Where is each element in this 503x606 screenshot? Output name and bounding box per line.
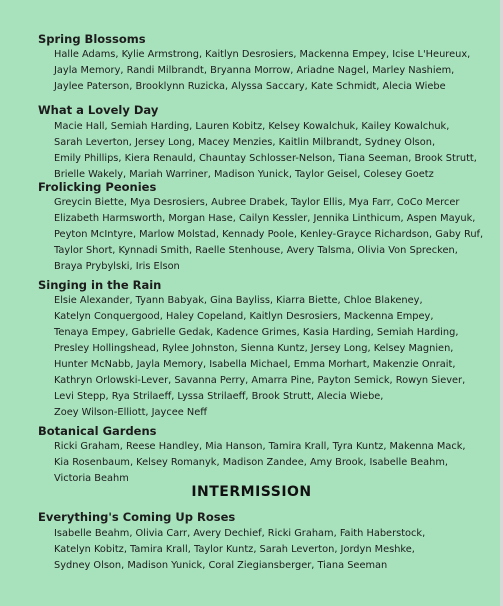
cast-line: Jaylee Paterson, Brooklynn Ruzicka, Alyssa Saccary, Kate Schmidt, Alecia Wiebe — [54, 81, 446, 92]
cast-line: Sydney Olson, Madison Yunick, Coral Ziegiansberger, Tiana Seeman — [54, 560, 388, 571]
cast-line: Zoey Wilson-Elliott, Jaycee Neff — [54, 407, 208, 418]
cast-line: Greycin Biette, Mya Desrosiers, Aubree Drabek, Taylor Ellis, Mya Farr, CoCo Mercer — [54, 197, 460, 208]
cast-line: Braya Prybylski, Iris Elson — [54, 261, 180, 272]
cast-line: Katelyn Conquergood, Haley Copeland, Kaitlyn Desrosiers, Mackenna Empey, — [54, 311, 434, 322]
cast-line: Victoria Beahm — [54, 473, 129, 484]
section-title: Singing in the Rain — [38, 278, 162, 292]
cast-line: Katelyn Kobitz, Tamira Krall, Taylor Kuntz, Sarah Leverton, Jordyn Meshke, — [54, 544, 415, 555]
cast-line: Isabelle Beahm, Olivia Carr, Avery Dechief, Ricki Graham, Faith Haberstock, — [54, 528, 426, 539]
cast-line: Kia Rosenbaum, Kelsey Romanyk, Madison Zandee, Amy Brook, Isabelle Beahm, — [54, 457, 448, 468]
cast-line: Elsie Alexander, Tyann Babyak, Gina Bayliss, Kiarra Biette, Chloe Blakeney, — [54, 295, 423, 306]
cast-line: Sarah Leverton, Jersey Long, Macey Menzies, Kaitlin Milbrandt, Sydney Olson, — [54, 137, 436, 148]
section-title: What a Lovely Day — [38, 103, 159, 117]
cast-line: Tenaya Empey, Gabrielle Gedak, Kadence Grimes, Kasia Harding, Semiah Harding, — [54, 327, 459, 338]
cast-line: Jayla Memory, Randi Milbrandt, Bryanna Morrow, Ariadne Nagel, Marley Nashiem, — [54, 65, 455, 76]
cast-line: Emily Phillips, Kiera Renauld, Chauntay Schlosser-Nelson, Tiana Seeman, Brook Strutt, — [54, 153, 477, 164]
cast-line: Elizabeth Harmsworth, Morgan Hase, Cailyn Kessler, Jennika Linthicum, Aspen Mayuk, — [54, 213, 476, 224]
intermission-heading: INTERMISSION — [191, 484, 312, 500]
section-title: Botanical Gardens — [38, 424, 157, 438]
cast-line: Macie Hall, Semiah Harding, Lauren Kobitz, Kelsey Kowalchuk, Kailey Kowalchuk, — [54, 121, 450, 132]
cast-line: Taylor Short, Kynnadi Smith, Raelle Stenhouse, Avery Talsma, Olivia Von Sprecken, — [54, 245, 458, 256]
cast-line: Levi Stepp, Rya Strilaeff, Lyssa Strilaeff, Brook Strutt, Alecia Wiebe, — [54, 391, 384, 402]
section-title: Frolicking Peonies — [38, 180, 157, 194]
cast-line: Halle Adams, Kylie Armstrong, Kaitlyn Desrosiers, Mackenna Empey, Icise L'Heureux, — [54, 49, 471, 60]
cast-line: Hunter McNabb, Jayla Memory, Isabella Michael, Emma Morhart, Makenzie Onrait, — [54, 359, 456, 370]
cast-line: Ricki Graham, Reese Handley, Mia Hanson, Tamira Krall, Tyra Kuntz, Makenna Mack, — [54, 441, 466, 452]
cast-line: Presley Hollingshead, Rylee Johnston, Sienna Kuntz, Jersey Long, Kelsey Magnien, — [54, 343, 454, 354]
cast-line: Brielle Wakely, Mariah Warriner, Madison Yunick, Taylor Geisel, Colesey Goetz — [54, 169, 434, 180]
cast-line: Kathryn Orlowski-Lever, Savanna Perry, Amarra Pine, Payton Semick, Rowyn Siever, — [54, 375, 466, 386]
section-title: Spring Blossoms — [38, 32, 146, 46]
section-title: Everything's Coming Up Roses — [38, 510, 236, 524]
cast-line: Peyton McIntyre, Marlow Molstad, Kennady Poole, Kenley-Grayce Richardson, Gaby Ruf, — [54, 229, 484, 240]
